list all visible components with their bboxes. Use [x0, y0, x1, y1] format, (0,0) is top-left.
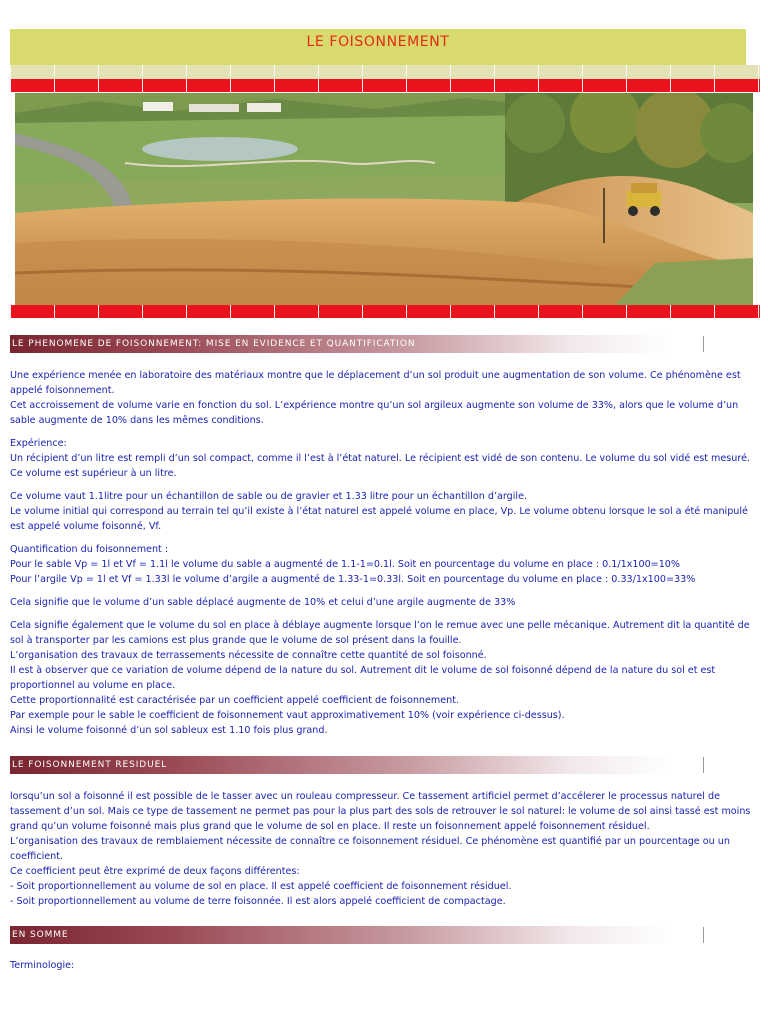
section-divider-tick	[703, 927, 704, 943]
text-line: Cette proportionnalité est caractérisée par un coefficient appelé coefficient de foisonnement.	[10, 695, 460, 706]
text-line: - Soit proportionnellement au volume de terre foisonnée. Il est alors appelé coefficient de compactage.	[10, 896, 506, 907]
text-line: Par exemple pour le sable le coefficient de foisonnement vaut approximativement 10% (voir expérience ci-dessus).	[10, 710, 565, 721]
text-line: Un récipient d’un litre est rempli d’un sol compact, comme il l’est à l’état naturel. Le récipient est vidé de son contenu. Le volume du sol vidé est mesuré. Ce volume est supérieur à un litre.	[10, 453, 751, 479]
paragraph	[10, 489, 756, 534]
text-line: L’organisation des travaux de terrassements nécessite de connaître cette quantité de sol foisonné.	[10, 650, 487, 661]
page-title: LE FOISONNEMENT	[306, 34, 450, 50]
text-line: Quantification du foisonnement :	[10, 544, 169, 555]
section-heading: LE PHENOMENE DE FOISONNEMENT: MISE EN EVIDENCE ET QUANTIFICATION	[12, 339, 416, 349]
section-heading: EN SOMME	[12, 930, 69, 940]
text-line: - Soit proportionnellement au volume de sol en place. Il est appelé coefficient de foisonnement résiduel.	[10, 881, 512, 892]
paragraph	[10, 618, 756, 738]
section-heading: LE FOISONNEMENT RESIDUEL	[12, 760, 168, 770]
section-body	[10, 958, 756, 981]
paragraph	[10, 595, 756, 610]
text-line: Cela signifie que le volume d’un sable déplacé augmente de 10% et celui d’une argile augmente de 33%	[10, 597, 516, 608]
decorative-grid-band	[10, 65, 760, 80]
section-divider-tick	[703, 757, 704, 773]
text-line: Ce coefficient peut être exprimé de deux façons différentes:	[10, 866, 300, 877]
text-line: Ce volume vaut 1.1litre pour un échantillon de sable ou de gravier et 1.33 litre pour un échantillon d’argile.	[10, 491, 528, 502]
section-divider-tick	[703, 336, 704, 352]
text-line: Cela signifie également que le volume du sol en place à déblaye augmente lorsque l’on le remue avec une pelle mécanique. Autrement dit la quantité de sol à transporter par les camions est plus grande que le volume de sol présent dans la fouille.	[10, 620, 750, 646]
paragraph	[10, 958, 756, 973]
text-line: Cet accroissement de volume varie en fonction du sol. L’expérience montre qu’un sol argileux augmente son volume de 33%, alors que le volume d’un sable augmente de 10% dans les mêmes conditions.	[10, 400, 739, 426]
paragraph	[10, 789, 756, 909]
paragraph	[10, 368, 756, 428]
text-line: Terminologie:	[10, 960, 75, 971]
text-line: Pour l’argile Vp = 1l et Vf = 1.33l le volume d’argile a augmenté de 1.33-1=0.33l. Soit en pourcentage du volume en place : 0.33/1x100=33%	[10, 574, 696, 585]
text-line: Ainsi le volume foisonné d’un sol sableux est 1.10 fois plus grand.	[10, 725, 328, 736]
decorative-red-bar-bottom	[10, 305, 760, 318]
text-line: Le volume initial qui correspond au terrain tel qu’il existe à l’état naturel est appelé volume en place, Vp. Le volume obtenu lorsque le sol a été manipulé est appelé volume foisonné, Vf.	[10, 506, 748, 532]
section-body	[10, 789, 756, 917]
text-line: L’organisation des travaux de remblaiement nécessite de connaître ce foisonnement résiduel. Ce phénomène est quantifié par un pourcentage ou un coefficient.	[10, 836, 730, 862]
paragraph	[10, 542, 756, 587]
text-line: Expérience:	[10, 438, 67, 449]
paragraph	[10, 436, 756, 481]
section-body	[10, 368, 756, 746]
section-header-bar	[10, 926, 670, 944]
text-line: Une expérience menée en laboratoire des matériaux montre que le déplacement d’un sol produit une augmentation de son volume. Ce phénomène est appelé foisonnement.	[10, 370, 741, 396]
decorative-red-bar-top	[10, 79, 760, 92]
text-line: lorsqu’un sol a foisonné il est possible de le tasser avec un rouleau compresseur. Ce tassement artificiel permet d’accélerer le processus naturel de tassement d’un sol. Mais ce type de tassement ne permet pas pour la plus part des sols de retrouver le sol naturel: le volume de sol ainsi tassé est moins grand qu’un volume foisonné mais plus grand que le volume de sol en place. Il reste un foisonnement appelé foisonnement résiduel.	[10, 791, 751, 832]
text-line: Pour le sable Vp = 1l et Vf = 1.1l le volume du sable a augmenté de 1.1-1=0.1l. Soit en pourcentage du volume en place : 0.1/1x100=10%	[10, 559, 681, 570]
landscape-photo	[15, 93, 753, 305]
text-line: Il est à observer que ce variation de volume dépend de la nature du sol. Autrement dit le volume de sol foisonné dépend de la nature du sol et est proportionnel au volume en place.	[10, 665, 716, 691]
